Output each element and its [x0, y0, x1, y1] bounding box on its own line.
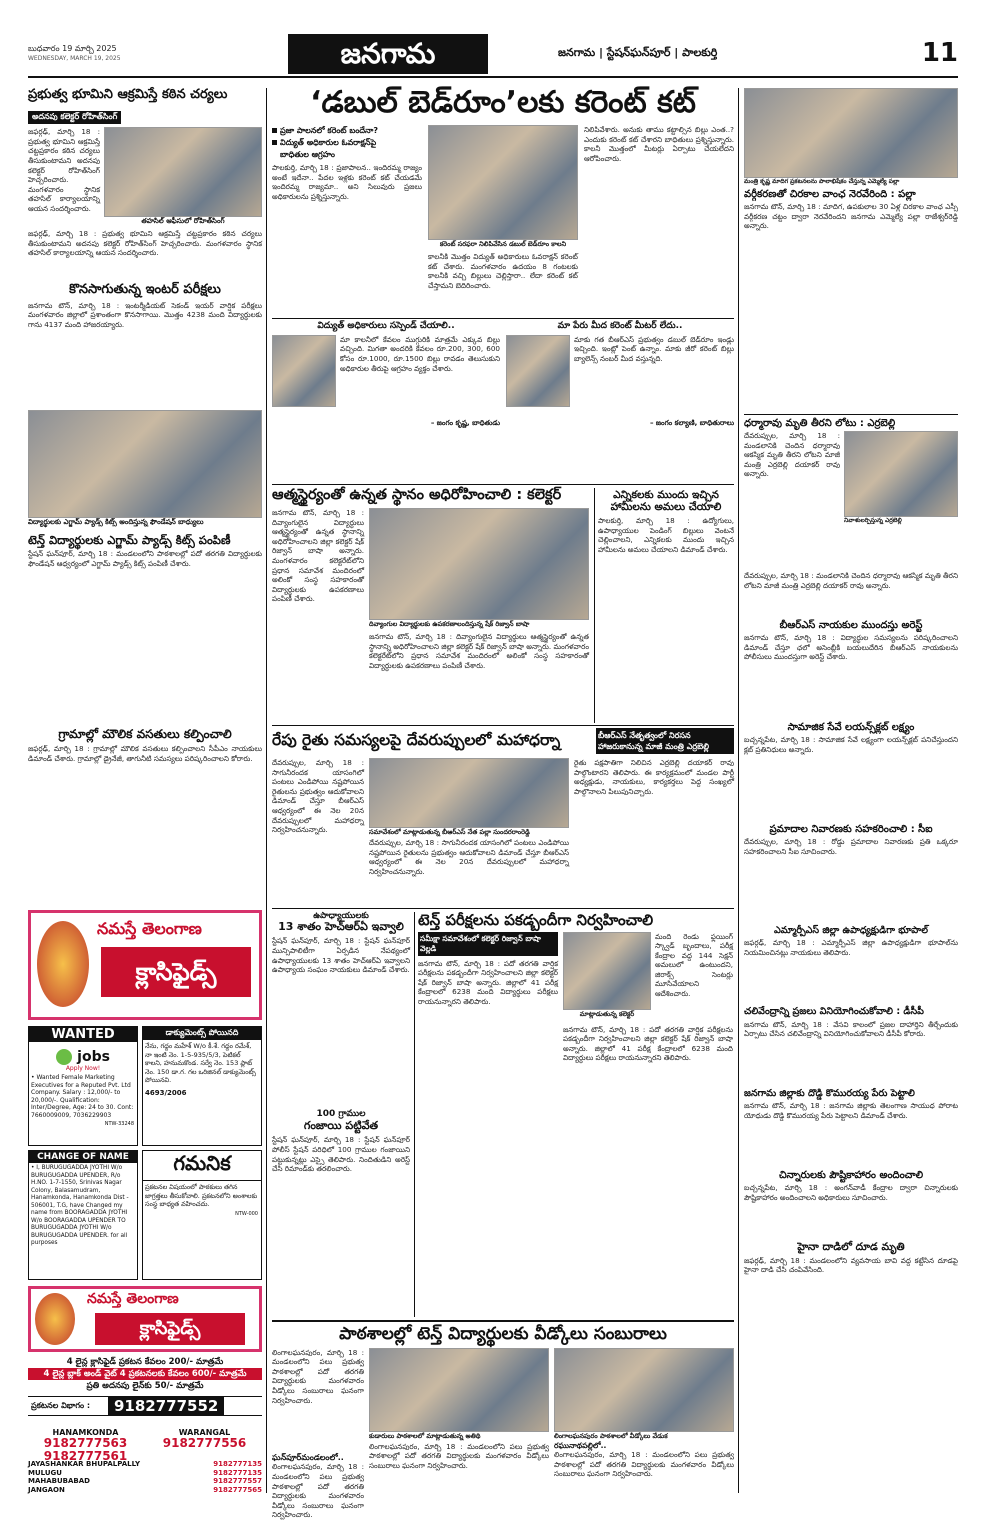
photo-portrait: [272, 335, 336, 407]
photo-farewell-b: [554, 1348, 734, 1432]
teachers-kicker: ఉపాధ్యాయులకు: [313, 911, 369, 921]
article-body: జఫర్గఢ్, మార్చి 18 : గ్రామాల్లో మౌలిక వసతులు కల్పించాలని సీపీఎం నాయకులు డిమాండ్ చేశారు. గ్రామాల్లో డ్రైనేజీ, తాగునీటి సమస్యలు పరిష్కరించాలని కోరారు.: [28, 744, 262, 764]
article-body: స్టేషన్ ఘన్‌పూర్, మార్చి 18 : స్టేషన్ ఘన్‌పూర్ మున్సిపాలిటీగా ఏర్పడిన నేపథ్యంలో ఉపాధ్యాయులకు 13 శాతం హెచ్‌ఆర్‌ఏ ఇవ్వాలని ఉపాధ్యాయ సంఘం నాయకులు డిమాండ్ చేశారు.: [272, 936, 410, 975]
photo-caption: మాట్లాడుతున్న కలెక్టర్: [579, 1009, 635, 1018]
wanted-text: • Wanted Female Marketing Executives for a Reputed Pvt. Ltd Company. Salary : 12,000/- to 20,000/-. Qualification: Inter/Degree, Age: 24 to 30. Cont: 7660009009, 7036229903: [31, 1074, 134, 1119]
notice-ref: NTW-000: [235, 1210, 258, 1217]
article-body: జనగామ టౌన్, మార్చి 18 : పదో తరగతి వార్షిక పరీక్షలను పకడ్బందీగా నిర్వహించాలని జిల్లా కలెక్టర్ షేక్ రిజ్వాన్ బాషా అన్నారు. జిల్లాలో 41 పరీక్ష కేంద్రాలలో 6238 మంది విద్యార్థులు పరీక్షలు రాయనున్నారని తెలిపారు.: [563, 1024, 733, 1063]
article-body: జనగామ టౌన్, మార్చి 18 : పదో తరగతి వార్షిక పరీక్షలను పకడ్బందీగా నిర్వహించాలని జిల్లా కలెక్టర్ షేక్ రిజ్వాన్ బాషా అన్నారు. జిల్లాలో 41 పరీక్ష కేంద్రాలలో 6238 మంది విద్యార్థులు పరీక్షలు రాయనున్నారని తెలిపారు.: [418, 958, 558, 1006]
offer-line-1: 4 లైన్ల క్లాసిఫైడ్ ప్రకటన కేవలం 200/- మాత్రమే: [66, 1357, 224, 1367]
article-body: బచ్చన్నపేట, మార్చి 18 : సామాజిక సేవే లక్ష్యంగా లయన్స్‌క్లబ్ పనిచేస్తుందని క్లబ్ ప్రతినిధులు అన్నారు.: [744, 735, 958, 754]
photo-caption: మంత్రి కృష్ణ మాదిగ ప్రకటనలను పాలాభిషేకం చేస్తున్న ఎమ్మెల్యే పల్లా: [744, 178, 900, 185]
wanted-title: WANTED: [29, 1027, 137, 1042]
photo-farewell-a: [369, 1348, 549, 1432]
photo-portrait: [506, 335, 570, 407]
district-phone: 9182777135: [213, 1460, 262, 1468]
page-number: 11: [921, 38, 958, 68]
article-body: జనగామ టౌన్, మార్చి 18 : దివ్యాంగులైన విద్యార్థులు ఆత్మస్థైర్యంతో ఉన్నత స్థానాన్ని అధిరోహించాలని జిల్లా కలెక్టర్ షేక్ రిజ్వాన్ బాషా అన్నారు. మంగళవారం కలెక్టరేట్‌లోని ప్రధాన సమావేశ మందిరంలో అలింకో సంస్థ సహకారంతో విద్యార్థులకు ఉపకరణాలు పంపిణీ చేశారు.: [272, 507, 364, 604]
headline-brs-arrest: బీఆర్ఎస్ నాయకుల ముందస్తు అరెస్ట్: [779, 620, 923, 631]
article-body: లింగాలఘనపురం, మార్చి 18 : మండలంలోని పలు ప్రభుత్వ పాఠశాలల్లో పదో తరగతి విద్యార్థులకు మంగళవారం వీడ్కోలు సంబురాలు ఘనంగా నిర్వహించారు.: [554, 1449, 734, 1479]
teachers-headline: 13 శాతం హెచ్‌ఆర్‌ఏ ఇవ్వాలి: [278, 920, 404, 934]
article-body: దేవరుప్పుల, మార్చి 18 : మండలానికి చెందిన ధర్మారావు ఆకస్మిక మృతి తీరని లోటని మాజీ మంత్రి ఎర్రబెల్లి దయాకర్ రావు అన్నారు.: [744, 431, 840, 479]
district-phones: [28, 1460, 262, 1494]
change-of-name-ad: [28, 1150, 138, 1280]
classifieds-banner-top: [28, 910, 262, 1020]
farmer-headline: రేపు రైతు సమస్యలపై దేవరుప్పులలో మహాధర్నా: [272, 731, 561, 750]
farewell-subhead: ఘన్‌పూర్‌మండలంలో..: [272, 1452, 344, 1462]
collector-story: [272, 488, 590, 723]
article-body: జనగామ టౌన్, మార్చి 18 : జనగామ జిల్లాకు తెలంగాణ సాయుధ పోరాట యోధుడు దొడ్డి కొమురయ్య పేరు పెట్టాలని డిమాండ్ చేశారు.: [744, 1101, 958, 1120]
date-telugu: బుధవారం 19 మార్చి 2025: [28, 44, 117, 53]
photo-caption: దివ్యాంగుల విద్యార్థులకు ఉపకరణాలందిస్తున్న షేక్ రిజ్వాన్ బాషా: [369, 619, 530, 628]
photo-mla-palla: [744, 88, 958, 178]
article-body: రైతు పక్షపాతిగా నిలిచిన ఎర్రబెల్లి దయాకర్ రావు పాల్గొంటారని తెలిపారు. ఈ కార్యక్రమంలో మండల పార్టీ అధ్యక్షుడు, నాయకులు, కార్యకర్తలు పెద్ద సంఖ్యలో పాల్గొనాలని పిలుపునిచ్చారు.: [574, 758, 734, 796]
city-name: WARANGAL: [178, 1428, 231, 1437]
photo-brs-meeting: [369, 758, 569, 828]
farewell-subhead: రఘునాథపల్లిలో..: [554, 1440, 607, 1450]
ganja-kicker: 100 గ్రాముల: [316, 1109, 366, 1120]
brand-name: నమస్తే తెలంగాణ: [97, 919, 202, 938]
quote-title: మా పేరు మీద కరెంట్ మీటర్ లేదు..: [557, 321, 683, 331]
promises-headline: ఎన్నికలకు ముందు ఇచ్చిన హామీలను అమలు చేయాలి: [610, 489, 722, 513]
quote-name: – జంగం కల్యాణి, బాధితురాలు: [650, 418, 734, 427]
headline-water-booth: చలివేంద్రాన్ని ప్రజలు వినియోగించుకోవాలి : డీసీపీ: [744, 1006, 924, 1018]
lead-story: [272, 86, 734, 481]
photo-tribute: [844, 431, 958, 517]
district-name: MAHABUBABAD: [28, 1477, 90, 1485]
docs-text: నేను, గద్దం మహేశ్ W/o కీ.శే. గద్దం రమేశ్, నా ఇంటి నెం. 1-5-935/5/3, పెటికల్ కాలని, హనుమకొండ. సర్వే నెం. 153 ప్లాట్ నెం. 150 డా.గ. గల ఒరిజినల్ డాక్యుమెంట్స్ పోయినవి.: [145, 1042, 256, 1084]
lost-documents-ad: [142, 1026, 262, 1146]
headline-classification: వర్గీకరణతో చిరకాల వాంఛ నెరవేరింది : పల్లా: [744, 189, 916, 200]
right-column: [744, 88, 958, 1493]
article-body: జఫర్గఢ్, మార్చి 18 : ప్రభుత్వ భూమిని ఆక్రమిస్తే చట్టప్రకారం కఠిన చర్యలు తీసుకుంటామని అదనపు కలెక్టర్ రోహిత్‌సింగ్ హెచ్చరించారు. మంగళవారం స్థానిక తహసిల్ కార్యాలయాన్ని ఆయన సందర్శించారు.: [28, 127, 100, 214]
photo-students-kits: [28, 410, 262, 518]
headline-hyena: హైనా దాడిలో దూడ మృతి: [797, 1241, 905, 1254]
headline-village-facilities: గ్రామాల్లో మౌలిక వసతులు కల్పించాలి: [58, 727, 232, 742]
photo-caption: లింగాలఘనపురం పాఠశాలలో వీడ్కోలు వేడుక: [554, 1431, 668, 1440]
article-body: జనగామ టౌన్, మార్చి 18 : విద్యార్థుల సమస్యలను పరిష్కరించాలని డిమాండ్ చేస్తూ ఛలో అసెంబ్లీకి బయలుదేరిన బీఆర్ఎస్ నాయకులను పోలీసులు ముందస్తుగా అరెస్ట్ చేశారు.: [744, 633, 958, 662]
article-body: జనగామ టౌన్, మార్చి 18 : వేసవి కాలంలో ప్రజల దాహార్తిని తీర్చేందుకు ఏర్పాటు చేసిన చలివేంద్రాన్ని వినియోగించుకోవాలని డీసీపీ కోరారు.: [744, 1019, 958, 1039]
quote-title: విద్యుత్ అధికారులు సస్పెండ్ చేయాలి..: [317, 321, 455, 331]
article-body: లింగాలఘనపురం, మార్చి 18 : మండలంలోని పలు ప్రభుత్వ పాఠశాలల్లో పదో తరగతి విద్యార్థులకు మంగళవారం వీడ్కోలు సంబురాలు ఘనంగా నిర్వహించారు.: [272, 1462, 364, 1520]
tenth-kicker: సమీక్షా సమావేశంలో కలెక్టర్ రిజ్వాన్ బాషా వెల్లడి: [418, 932, 558, 956]
article-body: జఫర్గఢ్, మార్చి 18 : మండలంలోని వ్యవసాయ బావి వద్ద కట్టేసిన దూడపై హైనా దాడి చేసి చంపివేసింది.: [744, 1255, 958, 1275]
city-name: HANAMKONDA: [52, 1428, 119, 1437]
jobs-sub: Apply Now!: [65, 1065, 101, 1072]
edition-towns: జనగామ | స్టేషన్‌ఘన్‌పూర్ | పాలకుర్తి: [558, 46, 718, 59]
headline-inter-exams: కొనసాగుతున్న ఇంటర్ పరీక్షలు: [69, 282, 221, 298]
offer-line-3: ప్రతి అదనపు లైన్‌కు 50/- మాత్రమే: [86, 1381, 204, 1391]
photo-caption: నివాళులర్పిస్తున్న ఎర్రబెల్లి: [844, 517, 902, 524]
article-body: స్టేషన్ ఘన్‌పూర్, మార్చి 18 : మండలంలోని పాఠశాలల్లో పదో తరగతి విద్యార్థులకు ఫౌండేషన్ ఆధ్వర్యంలో ఎగ్జామ్ ప్యాడ్స్ కిట్స్ పంపిణీ చేశారు.: [28, 549, 262, 568]
wanted-ad: [28, 1026, 138, 1146]
brand-name: నమస్తే తెలంగాణ: [87, 1291, 179, 1307]
subhead-rohit-singh: అదనపు కలెక్టర్ రోహిత్‌సింగ్: [28, 111, 121, 124]
lead-headline: ‘డబుల్ బెడ్‌రూం’లకు కరెంట్ కట్: [310, 85, 696, 120]
article-body: జనగామ టౌన్, మార్చి 18 : దివ్యాంగులైన విద్యార్థులు ఆత్మస్థైర్యంతో ఉన్నత స్థానాన్ని అధిరోహించాలని జిల్లా కలెక్టర్ షేక్ రిజ్వాన్ బాషా అన్నారు. మంగళవారం కలెక్టరేట్‌లోని ప్రధాన సమావేశ మందిరంలో అలింకో సంస్థ సహకారంతో విద్యార్థులకు ఉపకరణాలు పంపిణీ చేశారు.: [369, 631, 589, 670]
quote-body: మాకు గత బీఆర్ఎస్ ప్రభుత్వం డబుల్ బెడ్‌రూం ఇండ్లు ఇచ్చింది. ఇంట్లో పెంట్ ఉన్నాం. మాకు జీరో కరెంట్ బిల్లు బ్యాలెన్స్ నంబర్ మీద వస్తున్నది.: [574, 334, 734, 364]
photo-caption: విద్యార్థులకు ఎగ్జామ్ ప్యాడ్స్ కిట్స్ అందిస్తున్న ఫౌండేషన్ బాధ్యులు: [28, 517, 204, 526]
article-body: దేవరుప్పుల, మార్చి 18 : సాగునీరందక యాసంగిలో పంటలు ఎండిపోయి నష్టపోయిన రైతులను ప్రభుత్వం ఆదుకోవాలని డిమాండ్ చేస్తూ బీఆర్ఎస్ ఆధ్వర్యంలో ఈ నెల 20న దేవరుప్పులలో మహాధర్నా నిర్వహించనున్నారు.: [272, 758, 364, 835]
headline-exam-pads: టెన్త్ విద్యార్థులకు ఎగ్జామ్ ప్యాడ్స్ కిట్స్ పంపిణీ: [28, 532, 231, 547]
classifieds-ad: [28, 910, 262, 1470]
photo-collector-portrait: [563, 932, 651, 1010]
lead-bullet: విద్యుత్ అధికారుల ఓవరాక్షన్‌పై: [272, 137, 422, 149]
teachers-story: [272, 912, 410, 1317]
photo-collector-office: [104, 127, 262, 217]
doc-number: 4693/2006: [145, 1088, 187, 1097]
change-text: • I, BURUGUGADDA JYOTHI W/o BURUGUGADDA UPENDER, R/o H.NO. 1-7-1550, Srinivas Nagar Colony, Balasamudram, Hanamkonda, Hanamkonda Dist - 506001, T.G, have Changed my name from BOORAGADDA JYOTHI W/o BOORAGADDA UPENDER TO BURUGUGADDA JYOTHI W/o BURUGUGADDA UPENDER. for all purposes: [31, 1165, 129, 1246]
quote-box-kalyani: [506, 322, 734, 429]
masthead: జనగామ: [288, 34, 488, 74]
headline-lions-club: సామాజిక సేవే లయన్స్‌క్లబ్ లక్ష్యం: [787, 722, 915, 733]
city-phone: 9182777556: [162, 1436, 247, 1450]
headline-doddi-komurayya: జనగామ జిల్లాకు దొడ్డి కొమురయ్య పేరు పెట్టాలి: [744, 1087, 915, 1099]
notice-title: గమనిక: [143, 1151, 261, 1181]
wanted-ref: NTW-33248: [104, 1121, 134, 1127]
article-body: కాలనీకి మొత్తం విద్యుత్ అధికారులు ఓవరాక్షన్ కరెంట్ కట్ చేశారు. మంగళవారం ఉదయం 8 గంటలకు కాలనీకి వచ్చి బిల్లులు చెల్లిస్తారా.. లేదా కరెంట్ కట్ చేస్తామని బెదిరించారు.: [428, 252, 578, 290]
article-body: స్టేషన్ ఘన్‌పూర్, మార్చి 18 : స్టేషన్ ఘన్‌పూర్ పోలీస్ స్టేషన్ పరిధిలో 100 గ్రాముల గంజాయిని పట్టుకున్నట్లు ఎస్సై తెలిపారు. నిందితుడిని అరెస్ట్ చేసి రిమాండ్‌కు తరలించారు.: [272, 1135, 410, 1174]
contact-main-phone: 9182777552: [108, 1397, 224, 1415]
offer-line-2: 4 లైన్ల బ్లాక్ అండ్ వైట్ 4 ప్రకటనలకు కేవలం 600/- మాత్రమే: [28, 1368, 262, 1380]
article-body: పాలకుర్తి, మార్చి 18 : ప్రజాపాలన.. ఇందిరమ్మ రాజ్యం అంటే ఇదేనా.. పేదల ఇళ్లకు కరెంట్ కట్ చేయడమే ఇందిరమ్మ రాజ్యమా.. అని సిలువురు ప్రజలు అధికారులను ప్రశ్నిస్తున్నారు.: [272, 163, 422, 201]
article-body: లింగాలఘనపురం, మార్చి 18 : మండలంలోని పలు ప్రభుత్వ పాఠశాలల్లో పదో తరగతి విద్యార్థులకు మంగళవారం వీడ్కోలు సంబురాలు ఘనంగా నిర్వహించారు.: [369, 1441, 549, 1470]
tenth-exams-story: [418, 912, 734, 1317]
article-body: జనగామ టౌన్, మార్చి 18 : మాదిగ, ఉపకులాల 30 ఏళ్ల చిరకాల వాంఛ ఎస్సీ వర్గీకరణ చట్టం ద్వారా నెరవేరిందని జనగామ ఎమ్మెల్యే పల్లా రాజేశ్వర్‌రెడ్డి అన్నారు.: [744, 202, 958, 231]
article-body: జఫర్గఢ్, మార్చి 18 : ఎమ్మార్పీఎస్ జిల్లా ఉపాధ్యక్షుడిగా భూపాల్‌ను నియమించినట్లు నాయకులు తెలిపారు.: [744, 938, 958, 958]
lead-bullet: ప్రజా పాలనలో కరెంట్ బందేనా?: [272, 125, 422, 137]
city-row: [28, 1428, 262, 1463]
lead-bullet: బాధితుల ఆగ్రహం: [280, 150, 335, 159]
issue-date: [28, 44, 121, 64]
article-body: పాలకుర్తి, మార్చి 18 : ఉద్యోగులు, ఉపాధ్యాయుల పెండింగ్ బిల్లులు వెంటనే చెల్లించాలని, ఎన్నికలకు ముందు ఇచ్చిన హామీలను అమలు చేయాలని డిమాండ్ చేశారు.: [598, 516, 734, 554]
article-body: జనగామ టౌన్, మార్చి 18 : ఇంటర్మీడియట్ సెకండ్ ఇయర్ వార్షిక పరీక్షలు మంగళవారం జిల్లాలో ప్రశాంతంగా కొనసాగాయి. మొత్తం 4238 మంది విద్యార్థులకు గాను 4137 మంది హాజరయ్యారు.: [28, 300, 262, 329]
notice-text: ప్రకటనల విషయంలో పాఠకులు తగిన జాగ్రత్తలు తీసుకోవాలి. ప్రకటనలోని అంశాలకు సంస్థ బాధ్యత వహించదు.: [145, 1183, 258, 1208]
headline-accidents: ప్రమాదాల నివారణకు సహకరించాలి : సీఐ: [769, 824, 933, 835]
district-phone: 9182777565: [213, 1485, 262, 1494]
district-phone: 9182777557: [213, 1477, 262, 1485]
photo-double-bedroom-colony: [428, 125, 578, 240]
jobs-globe-icon: [56, 1049, 72, 1065]
article-body: నిలిపివేశారు. అనుకు తాము కట్టాల్సిన బిల్లు ఎంత..? ఎందుకు కరెంట్ కట్ చేశారని బాధితులు ప్రశ్నిస్తున్నారు. కాలనీ మొత్తంలో మీటర్లు ఏర్పాటు చేయలేదని ఆరోపించారు.: [584, 125, 734, 163]
docs-title: డాక్యుమెంట్స్ పోయినది: [143, 1027, 261, 1040]
headline-dharmarao: ధర్మారావు మృతి తీరని లోటు : ఎర్రబెల్లి: [744, 418, 896, 429]
goddess-logo-icon: [35, 1293, 75, 1345]
collector-headline: ఆత్మస్థైర్యంతో ఉన్నత స్థానం అధిరోహించాలి : కలెక్టర్: [272, 487, 562, 503]
tenth-headline: టెన్త్ పరీక్షలను పకడ్బందీగా నిర్వహించాలి: [418, 911, 654, 929]
classifieds-banner-bottom: [28, 1286, 262, 1352]
article-body: దేవరుప్పుల, మార్చి 18 : రోడ్డు ప్రమాదాల నివారణకు ప్రతి ఒక్కరూ సహకరించాలని సీఐ సూచించారు.: [744, 837, 958, 856]
promises-story: [598, 490, 734, 722]
photo-disabled-students: [369, 508, 589, 620]
date-english: WEDNESDAY, MARCH 19, 2025: [28, 55, 121, 62]
ganja-headline: గంజాయి పట్టివేత: [303, 1119, 379, 1133]
article-body: దేవరుప్పుల, మార్చి 18 : సాగునీరందక యాసంగిలో పంటలు ఎండిపోయి నష్టపోయిన రైతులను ప్రభుత్వం ఆదుకోవాలని డిమాండ్ చేస్తూ బీఆర్ఎస్ ఆధ్వర్యంలో ఈ నెల 20న దేవరుప్పులలో మహాధర్నా నిర్వహించనున్నారు.: [369, 838, 569, 876]
photo-caption: సమావేశంలో మాట్లాడుతున్న బీఆర్ఎస్ నేత పల్లా సుందరరాంరెడ్డి: [369, 828, 530, 836]
goddess-logo-icon: [37, 921, 89, 1007]
page-header: [28, 34, 958, 78]
farewell-headline: పాఠశాలల్లో టెన్త్ విద్యార్థులకు వీడ్కోలు సంబురాలు: [339, 1324, 667, 1344]
classifieds-title: క్లాసిఫైడ్స్: [101, 947, 251, 997]
article-body: లింగాలఘనపురం, మార్చి 18 : మండలంలోని పలు ప్రభుత్వ పాఠశాలల్లో పదో తరగతి విద్యార్థులకు మంగళవారం వీడ్కోలు సంబురాలు ఘనంగా నిర్వహించారు.: [272, 1347, 364, 1405]
contact-label: ప్రకటనల విభాగం :: [31, 1400, 91, 1410]
article-body: మంది రెండు ఫ్లయింగ్ స్క్వాడ్ బృందాలు, పరీక్ష కేంద్రాల వద్ద 144 సెక్షన్ అమలులో ఉంటుందని, జిరాక్స్ సెంటర్లు మూసివేయాలని ఆదేశించారు.: [655, 931, 733, 999]
notice-ad: [142, 1150, 262, 1280]
quote-body: మా కాలనీలో కేవలం ముగ్గురికి మాత్రమే ఎక్కువ బిల్లు వచ్చింది. మిగతా అందరికి కేవలం రూ.200, 300, 600 కోసం రూ.1000, రూ.1500 బిల్లు రావడం తెలుసుకుని అధికారుల తీరుపై ఆగ్రహం వ్యక్తం చేశారు.: [340, 334, 500, 373]
article-body: బచ్చన్నపేట, మార్చి 18 : అంగన్‌వాడీ కేంద్రాల ద్వారా చిన్నారులకు పౌష్టికాహారం అందించాలని అధికారులు సూచించారు.: [744, 1183, 958, 1202]
left-column: [28, 88, 262, 908]
quote-box-krishna: [272, 322, 500, 429]
photo-caption: కరెంట్ సరఫరా నిలిపివేసిన డబుల్ బెడ్‌రూం కాలని: [439, 240, 567, 248]
district-name: JAYASHANKAR BHUPALPALLY: [28, 1460, 141, 1468]
photo-caption: తహసిల్ ఆఫీసులో రోహిత్‌సింగ్: [141, 217, 225, 226]
article-body: జఫర్గఢ్, మార్చి 18 : ప్రభుత్వ భూమిని ఆక్రమిస్తే చట్టప్రకారం కఠిన చర్యలు తీసుకుంటామని అదనపు కలెక్టర్ రోహిత్‌సింగ్ హెచ్చరించారు. మంగళవారం స్థానిక తహసిల్ కార్యాలయాన్ని ఆయన సందర్శించారు.: [28, 229, 262, 258]
district-phone: 9182777135: [213, 1468, 262, 1477]
headline-govt-land: ప్రభుత్వ భూమిని ఆక్రమిస్తే కఠిన చర్యలు: [28, 87, 228, 102]
jobs-logo: jobs: [77, 1049, 110, 1065]
quote-name: – జంగం కృష్ణ, బాధితుడు: [430, 418, 500, 427]
photo-caption: కుడారులు పాఠశాలలో మాట్లాడుతున్న అతిథి: [369, 1431, 481, 1440]
farmer-story: [272, 728, 734, 906]
article-body: దేవరుప్పుల, మార్చి 18 : మండలానికి చెందిన ధర్మారావు ఆకస్మిక మృతి తీరని లోటని మాజీ మంత్రి ఎర్రబెల్లి దయాకర్ రావు అన్నారు.: [744, 571, 958, 590]
city-phone: 9182777563 9182777561: [43, 1436, 128, 1463]
headline-nutrition: చిన్నారులకు పౌష్టికాహారం అందించాలి: [778, 1170, 924, 1182]
change-title: CHANGE OF NAME: [29, 1151, 137, 1163]
farewell-story: [272, 1324, 734, 1520]
contact-row: [28, 1396, 262, 1416]
farmer-box: బీఆర్ఎస్ నేతృత్వంలో నిరసన హాజరుకానున్న మాజీ మంత్రి ఎర్రబెల్లి: [596, 728, 734, 754]
classifieds-title: క్లాసిఫైడ్స్: [95, 1313, 245, 1345]
district-name: JANGAON: [28, 1485, 65, 1494]
district-name: MULUGU: [28, 1468, 62, 1477]
offers: [28, 1356, 262, 1392]
headline-mrps: ఎమ్మార్పీఎస్ జిల్లా ఉపాధ్యక్షుడిగా భూపాల్: [774, 925, 928, 936]
